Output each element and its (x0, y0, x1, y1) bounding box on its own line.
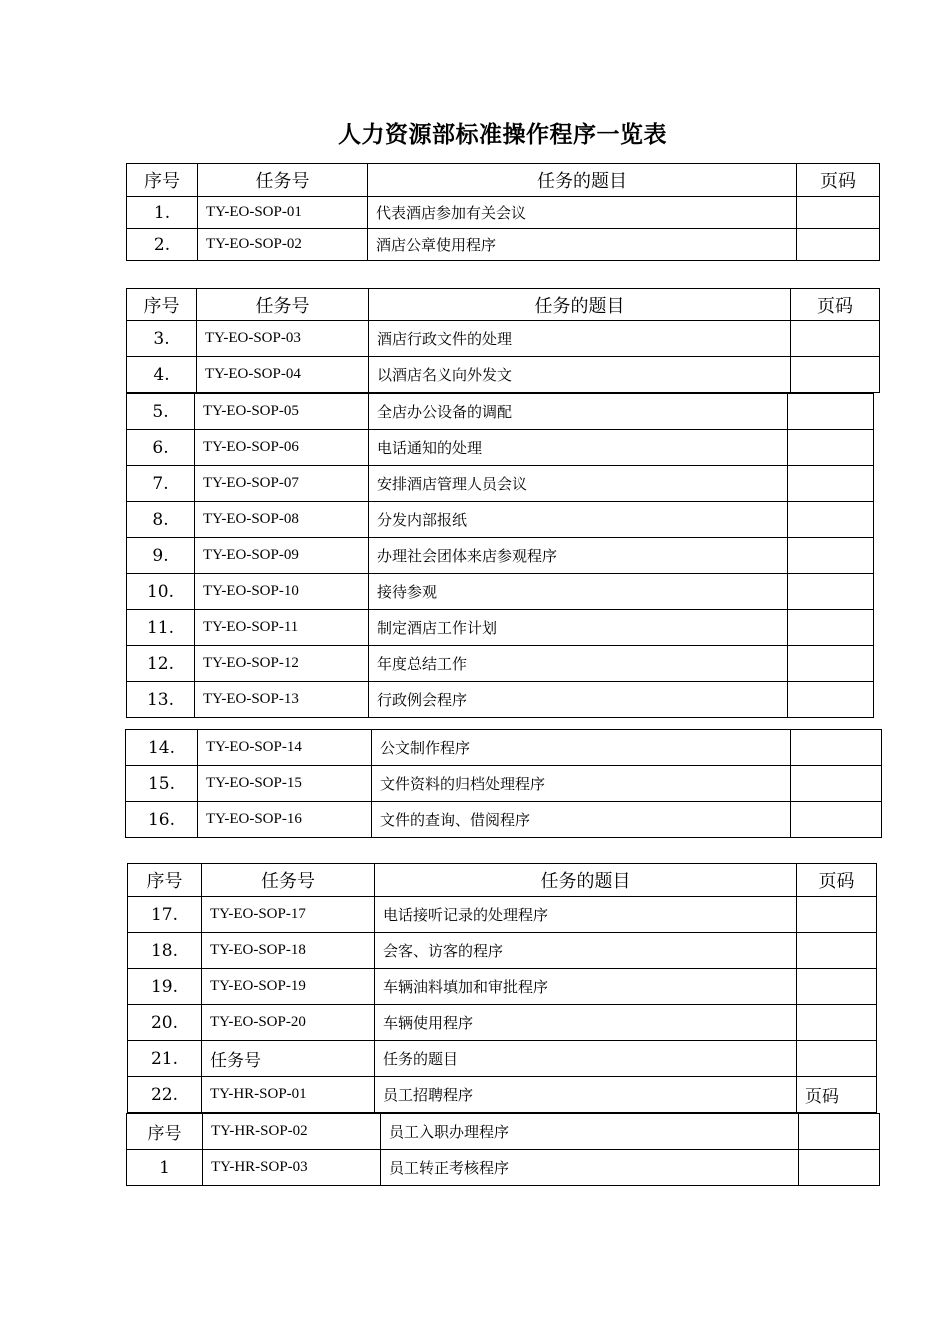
table-header-row (128, 864, 877, 897)
table-row (127, 538, 874, 574)
row-title: 分发内部报纸 (369, 502, 788, 538)
row-title: 接待参观 (369, 574, 788, 610)
table-row (128, 933, 877, 969)
row-page (799, 1150, 880, 1186)
row-seq: 17. (128, 897, 202, 933)
row-code: TY-EO-SOP-05 (195, 394, 369, 430)
table-row (127, 682, 874, 718)
table-header-row (127, 289, 880, 321)
row-page (799, 1114, 880, 1150)
row-seq: 14. (126, 730, 198, 766)
row-seq: 3. (127, 321, 197, 357)
table-row (127, 610, 874, 646)
row-page (797, 229, 880, 261)
row-page (788, 574, 874, 610)
row-page: 页码 (797, 1077, 877, 1113)
row-page (791, 357, 880, 393)
row-code: 任务号 (202, 1041, 375, 1077)
row-seq: 15. (126, 766, 198, 802)
table-row (127, 321, 880, 357)
row-page (797, 969, 877, 1005)
row-title: 制定酒店工作计划 (369, 610, 788, 646)
row-code: TY-EO-SOP-17 (202, 897, 375, 933)
row-seq: 18. (128, 933, 202, 969)
row-title: 会客、访客的程序 (375, 933, 797, 969)
table-row (128, 969, 877, 1005)
table-row (127, 466, 874, 502)
row-title: 代表酒店参加有关会议 (368, 197, 797, 229)
header-task-no: 任务号 (198, 164, 368, 197)
row-title: 车辆使用程序 (375, 1005, 797, 1041)
row-page (788, 610, 874, 646)
row-seq: 5. (127, 394, 195, 430)
row-seq: 6. (127, 430, 195, 466)
header-task-no: 任务号 (197, 289, 369, 321)
row-page (788, 646, 874, 682)
row-title: 酒店公章使用程序 (368, 229, 797, 261)
sop-table-2 (126, 288, 880, 393)
row-code: TY-HR-SOP-03 (203, 1150, 381, 1186)
sop-table-5 (127, 863, 877, 1113)
row-seq: 7. (127, 466, 195, 502)
row-page (797, 197, 880, 229)
row-seq: 1. (127, 197, 198, 229)
row-title: 车辆油料填加和审批程序 (375, 969, 797, 1005)
row-page (797, 1005, 877, 1041)
table-row (127, 502, 874, 538)
row-title: 文件的查询、借阅程序 (372, 802, 791, 838)
row-code: TY-EO-SOP-15 (198, 766, 372, 802)
header-page: 页码 (797, 164, 880, 197)
row-page (791, 802, 882, 838)
row-code: TY-EO-SOP-12 (195, 646, 369, 682)
table-row (127, 394, 874, 430)
row-title: 员工入职办理程序 (381, 1114, 799, 1150)
row-seq: 12. (127, 646, 195, 682)
sop-table-6 (126, 1113, 880, 1186)
row-code: TY-EO-SOP-07 (195, 466, 369, 502)
row-code: TY-EO-SOP-19 (202, 969, 375, 1005)
table-row (127, 430, 874, 466)
table-header-row (127, 164, 880, 197)
header-seq: 序号 (127, 164, 198, 197)
table-row (127, 197, 880, 229)
row-seq: 13. (127, 682, 195, 718)
table-row (127, 1150, 880, 1186)
row-title: 全店办公设备的调配 (369, 394, 788, 430)
header-task-title: 任务的题目 (369, 289, 791, 321)
row-page (797, 1041, 877, 1077)
row-seq: 20. (128, 1005, 202, 1041)
row-code: TY-EO-SOP-06 (195, 430, 369, 466)
header-page: 页码 (791, 289, 880, 321)
table-row (127, 574, 874, 610)
row-code: TY-HR-SOP-02 (203, 1114, 381, 1150)
row-seq: 11. (127, 610, 195, 646)
row-title: 年度总结工作 (369, 646, 788, 682)
row-code: TY-EO-SOP-02 (198, 229, 368, 261)
row-seq: 22. (128, 1077, 202, 1113)
table-row (128, 1077, 877, 1113)
table-row (126, 766, 882, 802)
row-code: TY-EO-SOP-03 (197, 321, 369, 357)
row-code: TY-HR-SOP-01 (202, 1077, 375, 1113)
row-code: TY-EO-SOP-01 (198, 197, 368, 229)
row-title: 安排酒店管理人员会议 (369, 466, 788, 502)
row-page (788, 682, 874, 718)
table-row (128, 1041, 877, 1077)
row-seq: 16. (126, 802, 198, 838)
row-page (791, 321, 880, 357)
header-task-title: 任务的题目 (368, 164, 797, 197)
row-seq: 序号 (127, 1114, 203, 1150)
header-seq: 序号 (128, 864, 202, 897)
row-code: TY-EO-SOP-08 (195, 502, 369, 538)
row-code: TY-EO-SOP-14 (198, 730, 372, 766)
header-page: 页码 (797, 864, 877, 897)
row-page (788, 466, 874, 502)
row-page (797, 933, 877, 969)
row-title: 办理社会团体来店参观程序 (369, 538, 788, 574)
row-code: TY-EO-SOP-18 (202, 933, 375, 969)
row-page (788, 394, 874, 430)
row-page (788, 430, 874, 466)
row-title: 行政例会程序 (369, 682, 788, 718)
row-seq: 19. (128, 969, 202, 1005)
row-seq: 1 (127, 1150, 203, 1186)
table-row (126, 730, 882, 766)
row-page (788, 538, 874, 574)
row-seq: 8. (127, 502, 195, 538)
header-seq: 序号 (127, 289, 197, 321)
row-page (791, 730, 882, 766)
table-row (127, 357, 880, 393)
row-title: 员工招聘程序 (375, 1077, 797, 1113)
row-code: TY-EO-SOP-04 (197, 357, 369, 393)
row-title: 以酒店名义向外发文 (369, 357, 791, 393)
row-seq: 4. (127, 357, 197, 393)
row-title: 电话通知的处理 (369, 430, 788, 466)
row-page (791, 766, 882, 802)
row-title: 酒店行政文件的处理 (369, 321, 791, 357)
row-code: TY-EO-SOP-09 (195, 538, 369, 574)
row-code: TY-EO-SOP-11 (195, 610, 369, 646)
row-code: TY-EO-SOP-13 (195, 682, 369, 718)
table-row (128, 897, 877, 933)
header-task-no: 任务号 (202, 864, 375, 897)
row-code: TY-EO-SOP-16 (198, 802, 372, 838)
page-title: 人力资源部标准操作程序一览表 (338, 122, 667, 148)
table-row (127, 646, 874, 682)
row-seq: 10. (127, 574, 195, 610)
table-row (127, 1114, 880, 1150)
table-row (128, 1005, 877, 1041)
header-task-title: 任务的题目 (375, 864, 797, 897)
sop-table-1 (126, 163, 880, 261)
table-row (127, 229, 880, 261)
row-title: 员工转正考核程序 (381, 1150, 799, 1186)
row-code: TY-EO-SOP-20 (202, 1005, 375, 1041)
row-title: 任务的题目 (375, 1041, 797, 1077)
row-code: TY-EO-SOP-10 (195, 574, 369, 610)
row-title: 电话接听记录的处理程序 (375, 897, 797, 933)
row-seq: 9. (127, 538, 195, 574)
row-page (788, 502, 874, 538)
row-title: 公文制作程序 (372, 730, 791, 766)
row-title: 文件资料的归档处理程序 (372, 766, 791, 802)
table-row (126, 802, 882, 838)
row-seq: 2. (127, 229, 198, 261)
row-seq: 21. (128, 1041, 202, 1077)
row-page (797, 897, 877, 933)
sop-table-3 (126, 393, 874, 718)
sop-table-4 (125, 729, 882, 838)
